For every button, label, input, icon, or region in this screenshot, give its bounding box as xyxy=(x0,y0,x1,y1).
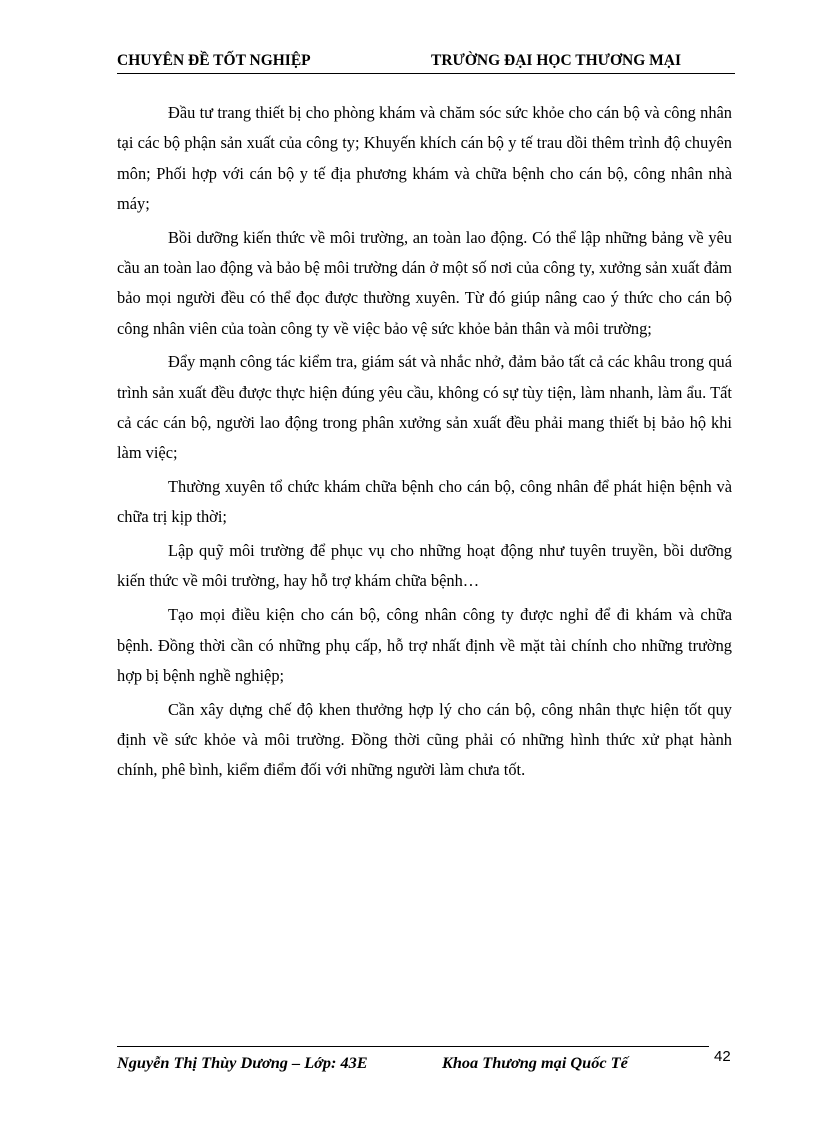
page-number: 42 xyxy=(714,1048,731,1065)
paragraph: Cần xây dựng chế độ khen thưởng hợp lý cho cán bộ, công nhân thực hiện tốt quy định về sức khỏe và môi trường. Đồng thời cũng phải có những hình thức xử phạt hành chính, phê bình, kiểm điểm đối với những người làm chưa tốt. xyxy=(117,699,732,780)
footer-department: Khoa Thương mại Quốc Tế xyxy=(442,1053,628,1072)
footer-author: Nguyễn Thị Thùy Dương – Lớp: 43E xyxy=(117,1053,368,1072)
header-title-left: CHUYÊN ĐỀ TỐT NGHIỆP xyxy=(117,52,311,69)
paragraph: Thường xuyên tổ chức khám chữa bệnh cho cán bộ, công nhân để phát hiện bệnh và chữa trị kịp thời; xyxy=(117,477,732,527)
header-title-right: TRƯỜNG ĐẠI HỌC THƯƠNG MẠI xyxy=(431,52,682,69)
page-header xyxy=(117,52,735,74)
paragraph: Lập quỹ môi trường để phục vụ cho những hoạt động như tuyên truyền, bồi dưỡng kiến thức về môi trường, hay hỗ trợ khám chữa bệnh… xyxy=(117,541,732,591)
document-body xyxy=(117,98,732,789)
footer-divider xyxy=(117,1046,709,1047)
paragraph: Đầu tư trang thiết bị cho phòng khám và chăm sóc sức khỏe cho cán bộ và công nhân tại các bộ phận sản xuất của công ty; Khuyến khích cán bộ y tế trau dồi thêm trình độ chuyên môn; Phối hợp với cán bộ y tế địa phương khám và chữa bệnh cho cán bộ, công nhân nhà máy; xyxy=(117,103,732,213)
header-divider xyxy=(117,73,735,74)
paragraph: Bồi dưỡng kiến thức về môi trường, an toàn lao động. Có thể lập những bảng về yêu cầu an toàn lao động và bảo bệ môi trường dán ở một số nơi của công ty, xưởng sản xuất đảm bảo mọi người đều có thể đọc được thường xuyên. Từ đó giúp nâng cao ý thức cho cán bộ công nhân viên của toàn công ty về việc bảo vệ sức khỏe bản thân và môi trường; xyxy=(117,227,732,338)
paragraph: Tạo mọi điều kiện cho cán bộ, công nhân công ty được nghỉ để đi khám và chữa bệnh. Đồng thời cần có những phụ cấp, hỗ trợ nhất định về mặt tài chính cho những trường hợp bị bệnh nghề nghiệp; xyxy=(117,605,732,685)
paragraph: Đẩy mạnh công tác kiểm tra, giám sát và nhắc nhở, đảm bảo tất cả các khâu trong quá trình sản xuất đều được thực hiện đúng yêu cầu, không có sự tùy tiện, làm nhanh, làm ẩu. Tất cả các cán bộ, người lao động trong phân xưởng sản xuất đều phải mang thiết bị bảo hộ khi làm việc; xyxy=(117,352,732,463)
